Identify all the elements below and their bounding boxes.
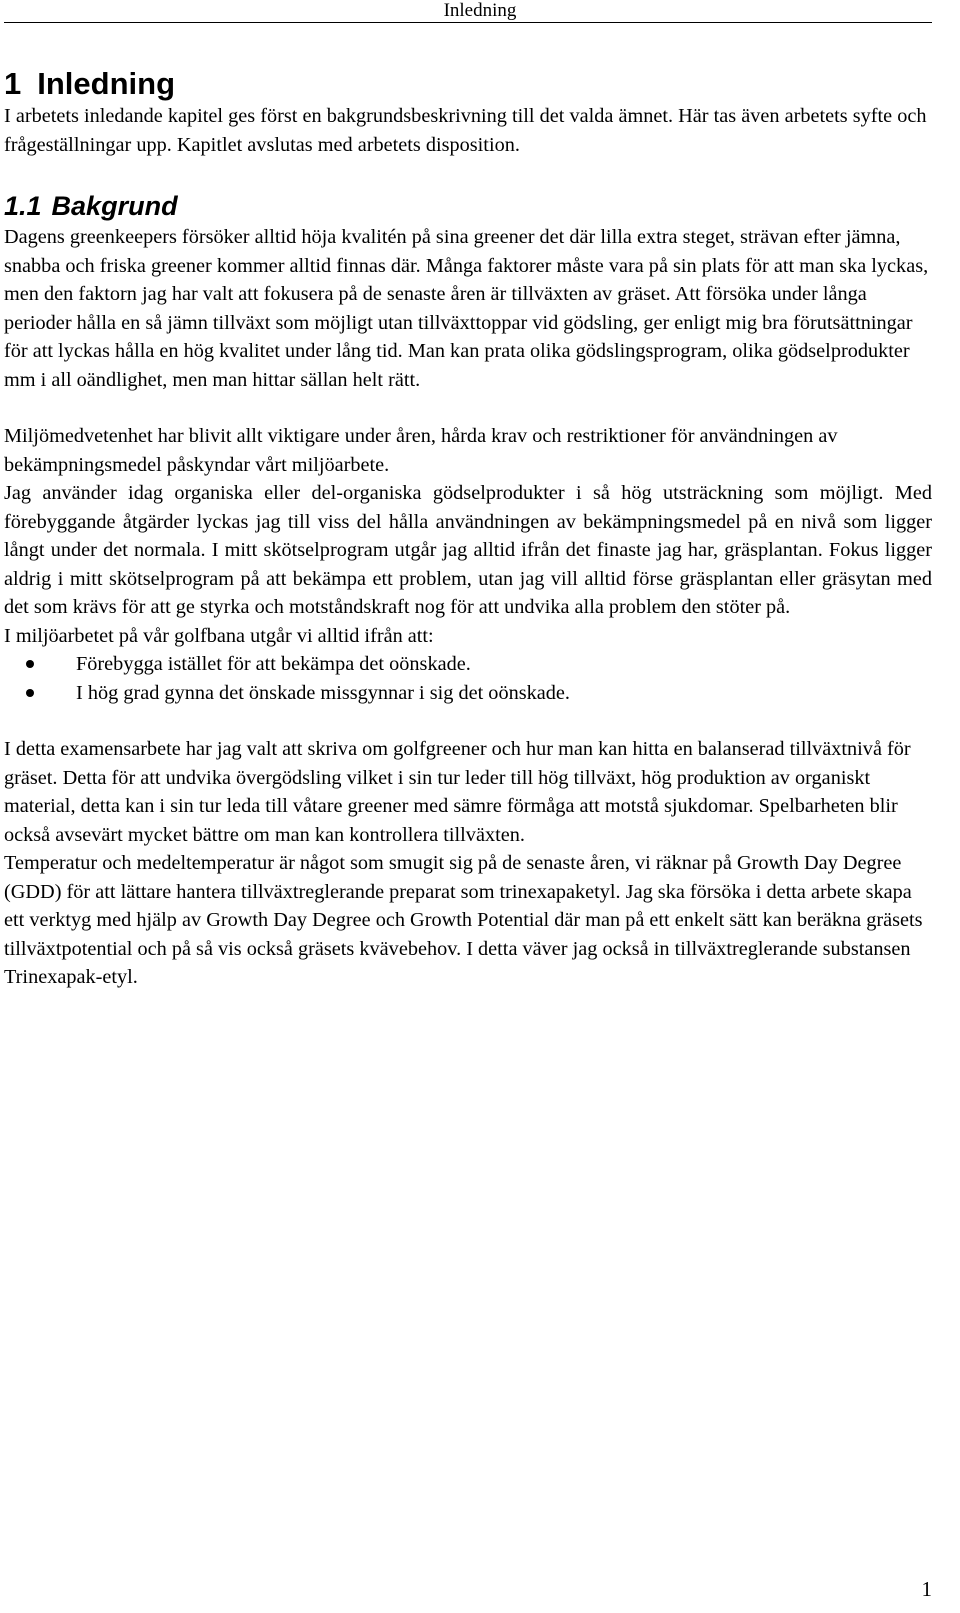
- running-header: Inledning: [443, 0, 517, 21]
- chapter-title: Inledning: [37, 66, 176, 101]
- header-rule: [4, 22, 932, 23]
- bullet-dot-icon: [26, 660, 34, 668]
- list-item: [4, 679, 932, 708]
- chapter-number: 1: [4, 66, 22, 101]
- paragraph-organic: Jag använder idag organiska eller del-organiska gödselprodukter i så hög utsträckning som möjligt. Med förebyggande åtgärder lyckas jag till viss del hålla användningen av bekämpningsmedel på en nivå som ligger långt under det normala. I mitt skötselprogram utgår jag alltid ifrån det finaste jag har, gräsplantan. Fokus ligger aldrig i mitt skötselprogram på att bekämpa ett problem, utan jag vill alltid förse gräsplantan eller gräsytan med det som krävs för att ge styrka och motståndskraft nog för att undvika alla problem den stöter på.: [4, 482, 932, 618]
- page-content: [4, 66, 932, 992]
- paragraph-temperature: Temperatur och medeltemperatur är något som smugit sig på de senaste åren, vi räknar på Growth Day Degree (GDD) för att lättare hantera tillväxtreglerande preparat som trinexapaketyl. Jag ska försöka i detta arbete skapa ett verktyg med hjälp av Growth Day Degree och Growth Potential där man på ett enkelt sätt kan beräkna gräsets tillväxtpotential och på så vis också gräsets kvävebehov. I detta väver jag också in tillväxtreglerande substansen Trinexapak-etyl.: [4, 852, 923, 988]
- paragraph-environment-work: I miljöarbetet på vår golfbana utgår vi alltid ifrån att:: [4, 624, 434, 647]
- paragraph-thesis: I detta examensarbete har jag valt att skriva om golfgreener och hur man kan hitta en balanserad tillväxtnivå för gräset. Detta för att undvika övergödsling vilket i sin tur leder till hög tillväxt, hög produktion av organiskt material, detta kan i sin tur leda till våtare greener med sämre förmåga att motstå sjukdomar. Spelbarheten blir också avsevärt mycket bättre om man kan kontrollera tillväxten.: [4, 738, 911, 846]
- section-heading: [4, 190, 932, 222]
- chapter-heading: [4, 66, 932, 102]
- list-item: [4, 650, 932, 679]
- chapter-intro: I arbetets inledande kapitel ges först en bakgrundsbeskrivning till det valda ämnet. Här tas även arbetets syfte och frågeställningar upp. Kapitlet avslutas med arbetets disposition.: [4, 105, 927, 156]
- list-item-text: Förebygga istället för att bekämpa det oönskade.: [76, 653, 471, 675]
- section-title: Bakgrund: [51, 191, 178, 221]
- paragraph-background: Dagens greenkeepers försöker alltid höja kvalitén på sina greener det där lilla extra steget, strävan efter jämna, snabba och friska greener kommer alltid finnas där. Många faktorer måste vara på sin plats för att man ska lyckas, men den faktorn jag har valt att fokusera på de senaste åren är tillväxten av gräset. Att försöka under långa perioder hålla en så jämn tillväxt som möjligt utan tillväxttoppar vid gödsling, ger enligt mig bra förutsättningar för att lyckas hålla en hög kvalitet under lång tid. Man kan prata olika gödslingsprogram, olika gödselprodukter mm i all oändlighet, men man hittar sällan helt rätt.: [4, 226, 929, 391]
- bullet-list: [4, 650, 932, 707]
- page-number: 1: [921, 1577, 932, 1601]
- bullet-dot-icon: [26, 689, 34, 697]
- list-item-text: I hög grad gynna det önskade missgynnar i sig det oönskade.: [76, 681, 570, 704]
- paragraph-environment: Miljömedvetenhet har blivit allt viktigare under åren, hårda krav och restriktioner för användningen av bekämpningsmedel påskyndar vårt miljöarbete.: [4, 425, 838, 476]
- section-number: 1.1: [4, 191, 42, 221]
